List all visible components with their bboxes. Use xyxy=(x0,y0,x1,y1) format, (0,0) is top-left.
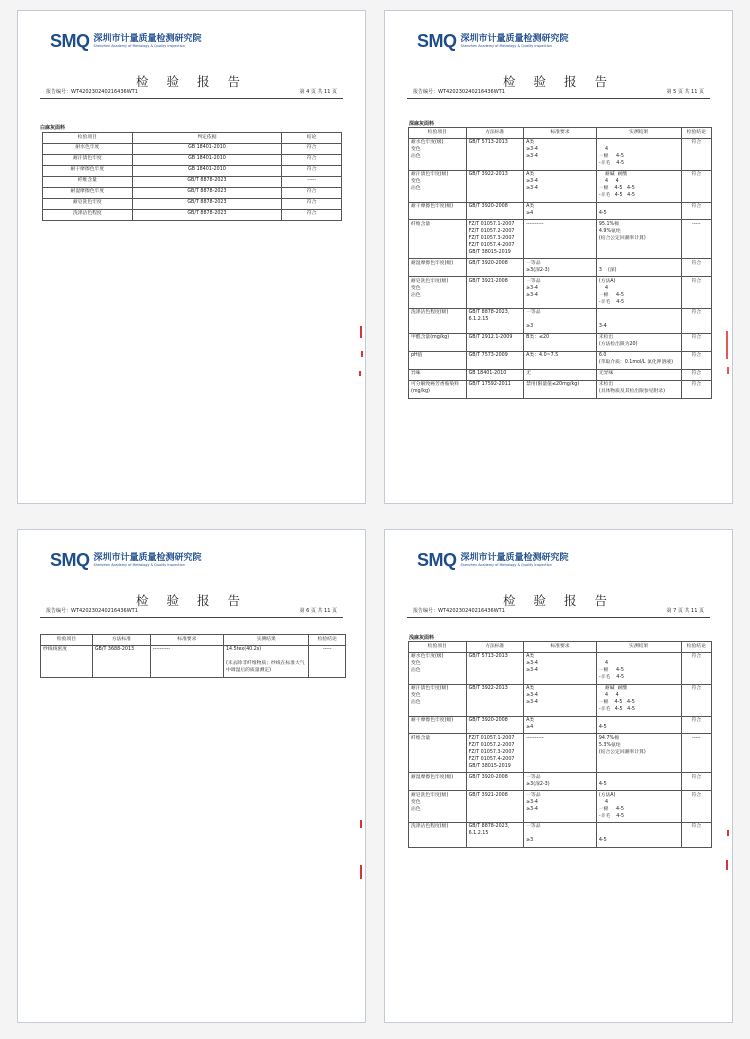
report-number: 报告编号：WT420230240216436WT1 xyxy=(46,608,138,614)
table-cell: GB 18401-2010 xyxy=(466,369,524,380)
table-row xyxy=(409,369,712,380)
logo-mark: SMQ xyxy=(50,31,90,51)
table-cell: 耐皂洗色牢度 xyxy=(43,198,133,209)
table-cell: GB/T 3920-2008 xyxy=(466,202,524,220)
table-cell: GB/T 5713-2013 xyxy=(466,652,524,684)
table-row xyxy=(409,259,712,277)
col-header: 方法标准 xyxy=(92,635,150,646)
table-row xyxy=(409,351,712,369)
table-cell: 符合 xyxy=(681,277,711,309)
table-cell: (方法A) 4 一棉 4-5 -羊毛 4-5 xyxy=(596,277,681,309)
logo-cn: 深圳市计量质量检测研究院 xyxy=(93,552,202,563)
header-divider xyxy=(40,98,343,99)
table-cell: GB/T 3920-2008 xyxy=(466,773,524,791)
col-header: 检验项目 xyxy=(43,133,133,144)
table-cell: 符合 xyxy=(282,165,342,176)
table-cell: 纤维含量 xyxy=(43,176,133,187)
table-cell: 一等品 ≥3-4 ≥3-4 xyxy=(524,277,597,309)
table-cell: 3-4 xyxy=(596,308,681,333)
table-cell: 一等品 ≥3 xyxy=(524,308,597,333)
table-cell: FZ/T 01057.1-2007 FZ/T 01057.2-2007 FZ/T 01057.3-2007 FZ/T 01057.4-2007 GB/T 38015-2019 xyxy=(466,220,524,259)
table-cell: 符合 xyxy=(681,202,711,220)
table-cell: 94.7%棉 5.3%氨纶 (结合公定回潮率计算) xyxy=(596,734,681,773)
seal-stamp-edge xyxy=(360,820,362,828)
table-cell: 符合 xyxy=(681,333,711,351)
result-table xyxy=(42,132,342,221)
table-cell: 未检出 (方法检出限为20) xyxy=(596,333,681,351)
seal-stamp-edge xyxy=(359,371,361,376)
logo-cn: 深圳市计量质量检测研究院 xyxy=(93,33,202,44)
table-cell: 可分解致癌芳香胺染料(mg/kg) xyxy=(409,380,467,398)
report-title: 检 验 报 告 xyxy=(136,593,247,608)
table-cell: GB/T 3922-2013 xyxy=(466,170,524,202)
table-cell: 符合 xyxy=(681,380,711,398)
table-cell: GB/T 8878-2023 xyxy=(132,176,282,187)
table-cell: GB 18401-2010 xyxy=(132,143,282,154)
col-header: 结论 xyxy=(282,133,342,144)
table-row xyxy=(43,209,342,220)
table-cell: 耐碱 耐酸 4 4 一棉 4-5 4-5 -羊毛 4-5 4-5 xyxy=(596,170,681,202)
result-table xyxy=(408,641,712,848)
table-cell: 符合 xyxy=(282,209,342,220)
smq-logo xyxy=(50,31,202,52)
table-cell: 符合 xyxy=(681,138,711,170)
logo-en: Shenzhen Academy of Metrology & Quality Inspection xyxy=(93,562,185,567)
table-cell: 耐水色牢度(级) 变色 沾色 xyxy=(409,138,467,170)
table-row xyxy=(43,165,342,176)
report-title: 检 验 报 告 xyxy=(503,593,614,608)
table-row xyxy=(409,170,712,202)
logo-en: Shenzhen Academy of Metrology & Quality Inspection xyxy=(93,43,185,48)
col-header: 检验项目 xyxy=(41,635,93,646)
table-row xyxy=(43,176,342,187)
table-cell: GB/T 2912.1-2009 xyxy=(466,333,524,351)
table-cell: GB/T 8878-2023 xyxy=(132,187,282,198)
table-cell: GB/T 5713-2013 xyxy=(466,138,524,170)
table-cell: 一等品 ≥3-4 ≥3-4 xyxy=(524,791,597,823)
table-row xyxy=(409,138,712,170)
table-cell: FZ/T 01057.1-2007 FZ/T 01057.2-2007 FZ/T 01057.3-2007 FZ/T 01057.4-2007 GB/T 38015-2019 xyxy=(466,734,524,773)
col-header: 判定依据 xyxy=(132,133,282,144)
report-number: 报告编号：WT420230240216436WT1 xyxy=(413,89,505,95)
logo-cn: 深圳市计量质量检测研究院 xyxy=(460,552,569,563)
table-cell: 6.0 (萃取介质：0.1mol/L 氯化钾溶液) xyxy=(596,351,681,369)
table-row xyxy=(409,380,712,398)
report-page-7 xyxy=(384,529,733,1023)
table-cell: ---------- xyxy=(524,220,597,259)
section-title: 白麻灰面料 xyxy=(40,125,66,131)
logo-mark: SMQ xyxy=(50,550,90,570)
table-cell: 符合 xyxy=(681,822,711,847)
col-header: 方法标准 xyxy=(466,642,524,653)
table-cell: 无异味 xyxy=(596,369,681,380)
report-number: 报告编号：WT420230240216436WT1 xyxy=(46,89,138,95)
table-row xyxy=(409,684,712,716)
table-cell: 95.1%棉 4.9%氨纶 (结合公定回潮率计算) xyxy=(596,220,681,259)
page-number: 第 4 页 共 11 页 xyxy=(299,89,337,95)
seal-stamp-edge xyxy=(726,331,729,359)
result-table xyxy=(408,127,712,399)
table-cell: 耐湿摩擦色牢度 xyxy=(43,187,133,198)
table-cell: 耐碱 耐酸 4 4 一棉 4-5 4-5 -羊毛 4-5 4-5 xyxy=(596,684,681,716)
table-row xyxy=(409,652,712,684)
table-cell: 符合 xyxy=(282,198,342,209)
table-row xyxy=(43,187,342,198)
table-cell: 一等品 ≥3(深2-3) xyxy=(524,773,597,791)
table-cell: GB 18401-2010 xyxy=(132,154,282,165)
table-row xyxy=(409,822,712,847)
col-header: 实测结果 xyxy=(223,635,308,646)
logo-mark: SMQ xyxy=(417,550,457,570)
table-row xyxy=(43,143,342,154)
seal-stamp-edge xyxy=(727,367,730,374)
page-number: 第 5 页 共 11 页 xyxy=(666,89,704,95)
table-cell: GB/T 17592-2011 xyxy=(466,380,524,398)
table-cell: 耐皂洗色牢度(级) 变色 沾色 xyxy=(409,791,467,823)
table-cell: 耐干摩擦色牢度(级) xyxy=(409,202,467,220)
table-cell: GB 18401-2010 xyxy=(132,165,282,176)
seal-stamp-edge xyxy=(360,865,362,879)
logo-cn: 深圳市计量质量检测研究院 xyxy=(460,33,569,44)
smq-logo xyxy=(417,31,569,52)
table-cell: 甲醛含量(mg/kg) xyxy=(409,333,467,351)
col-header: 实测结果 xyxy=(596,642,681,653)
table-cell: A类 ≥3-4 ≥3-4 xyxy=(524,684,597,716)
table-cell: 符合 xyxy=(282,154,342,165)
header-divider xyxy=(407,98,710,99)
table-cell: 符合 xyxy=(681,716,711,734)
report-title: 检 验 报 告 xyxy=(136,74,247,89)
col-header: 标准要求 xyxy=(524,128,597,139)
table-cell: GB/T 3921-2008 xyxy=(466,277,524,309)
table-cell: GB/T 8878-2023 xyxy=(132,209,282,220)
table-cell: 纱线线密度 xyxy=(41,645,93,677)
logo-en: Shenzhen Academy of Metrology & Quality Inspection xyxy=(460,43,552,48)
table-cell: GB/T 3688-2013 xyxy=(92,645,150,677)
table-cell: 禁用(限量值≤20mg/kg) xyxy=(524,380,597,398)
report-page-4 xyxy=(17,10,366,504)
table-cell: 耐湿摩擦色牢度(级) xyxy=(409,259,467,277)
report-number: 报告编号：WT420230240216436WT1 xyxy=(413,608,505,614)
table-cell: 未检出 (具体物质及其检出限参见附录) xyxy=(596,380,681,398)
table-cell: 无 xyxy=(524,369,597,380)
table-cell: A类 ≥3-4 ≥3-4 xyxy=(524,652,597,684)
table-cell: ----- xyxy=(681,220,711,259)
table-cell: ---------- xyxy=(524,734,597,773)
table-cell: 4-5 xyxy=(596,773,681,791)
table-cell: ----- xyxy=(282,176,342,187)
table-row xyxy=(409,716,712,734)
table-row xyxy=(409,202,712,220)
table-cell: GB/T 3920-2008 xyxy=(466,259,524,277)
table-cell: A类 ≥3-4 ≥3-4 xyxy=(524,170,597,202)
table-cell: 4-5 xyxy=(596,202,681,220)
table-cell: 耐湿摩擦色牢度(级) xyxy=(409,773,467,791)
table-cell: pH值 xyxy=(409,351,467,369)
table-cell: GB/T 8878-2023， 6.1.2.15 xyxy=(466,308,524,333)
table-cell: 耐干摩擦色牢度(级) xyxy=(409,716,467,734)
table-cell: 符合 xyxy=(681,259,711,277)
report-title: 检 验 报 告 xyxy=(503,74,614,89)
report-page-5 xyxy=(384,10,733,504)
seal-stamp-edge xyxy=(726,860,728,870)
logo-en: Shenzhen Academy of Metrology & Quality Inspection xyxy=(460,562,552,567)
table-cell: 符合 xyxy=(282,187,342,198)
table-cell: 符合 xyxy=(681,351,711,369)
table-cell: ---------- xyxy=(150,645,223,677)
report-page-6 xyxy=(17,529,366,1023)
col-header: 检验结论 xyxy=(309,635,346,646)
col-header: 检验结论 xyxy=(681,128,711,139)
table-cell: GB/T 8878-2023 xyxy=(132,198,282,209)
table-row xyxy=(409,220,712,259)
table-cell: 洗涤沾色程度(级) xyxy=(409,822,467,847)
table-cell: 符合 xyxy=(681,652,711,684)
table-cell: 符合 xyxy=(681,308,711,333)
smq-logo xyxy=(50,550,202,571)
table-cell: 异味 xyxy=(409,369,467,380)
header-divider xyxy=(407,617,710,618)
seal-stamp-edge xyxy=(361,351,363,357)
table-cell: 洗涤沾色程度 xyxy=(43,209,133,220)
table-row xyxy=(43,198,342,209)
table-cell: 符合 xyxy=(681,170,711,202)
table-row xyxy=(409,333,712,351)
table-cell: 一等品 ≥3(深2-3) xyxy=(524,259,597,277)
table-row xyxy=(41,645,346,677)
col-header: 标准要求 xyxy=(150,635,223,646)
table-cell: 符合 xyxy=(681,684,711,716)
table-cell: 14.5tex(40.2s) (未去除非纤维物质；纱线在标准大气中调湿后的质量测定) xyxy=(223,645,308,677)
header-divider xyxy=(40,617,343,618)
table-cell: 耐汗渍色牢度(级) 变色 沾色 xyxy=(409,170,467,202)
table-cell: 耐水色牢度(级) 变色 沾色 xyxy=(409,652,467,684)
table-cell: 4 一棉 4-5 -羊毛 4-5 xyxy=(596,652,681,684)
table-cell: A类：4.0~7.5 xyxy=(524,351,597,369)
col-header: 检验项目 xyxy=(409,128,467,139)
table-cell: 纤维含量 xyxy=(409,734,467,773)
table-cell: 耐干摩擦色牢度 xyxy=(43,165,133,176)
table-row xyxy=(409,308,712,333)
result-table xyxy=(40,634,346,678)
section-title: 浅麻灰面料 xyxy=(409,635,435,641)
seal-stamp-edge xyxy=(360,326,362,338)
table-row xyxy=(409,791,712,823)
table-cell: GB/T 3920-2008 xyxy=(466,716,524,734)
col-header: 方法标准 xyxy=(466,128,524,139)
table-row xyxy=(409,734,712,773)
table-cell: 符合 xyxy=(681,369,711,380)
page-number: 第 7 页 共 11 页 xyxy=(666,608,704,614)
logo-mark: SMQ xyxy=(417,31,457,51)
table-cell: 纤维含量 xyxy=(409,220,467,259)
table-cell: 符合 xyxy=(681,773,711,791)
table-cell: ----- xyxy=(309,645,346,677)
col-header: 检验结论 xyxy=(681,642,711,653)
table-cell: (方法A) 4 一棉 4-5 -羊毛 4-5 xyxy=(596,791,681,823)
col-header: 标准要求 xyxy=(524,642,597,653)
table-cell: GB/T 8878-2023， 6.1.2.15 xyxy=(466,822,524,847)
table-cell: 耐汗渍色牢度(级) 变色 沾色 xyxy=(409,684,467,716)
table-cell: 4-5 xyxy=(596,716,681,734)
table-cell: A类 ≥3-4 ≥3-4 xyxy=(524,138,597,170)
col-header: 检验项目 xyxy=(409,642,467,653)
table-row xyxy=(409,277,712,309)
table-cell: 耐水色牢度 xyxy=(43,143,133,154)
table-cell: 3 (深) xyxy=(596,259,681,277)
table-cell: ----- xyxy=(681,734,711,773)
table-row xyxy=(409,773,712,791)
page-number: 第 6 页 共 11 页 xyxy=(299,608,337,614)
table-cell: 4-5 xyxy=(596,822,681,847)
table-cell: B类：≤20 xyxy=(524,333,597,351)
table-cell: 耐汗渍色牢度 xyxy=(43,154,133,165)
section-title: 深麻灰面料 xyxy=(409,121,435,127)
table-cell: 符合 xyxy=(282,143,342,154)
table-cell: A类 ≥4 xyxy=(524,202,597,220)
table-row xyxy=(43,154,342,165)
table-cell: GB/T 7573-2009 xyxy=(466,351,524,369)
smq-logo xyxy=(417,550,569,571)
table-cell: 符合 xyxy=(681,791,711,823)
seal-stamp-edge xyxy=(727,830,729,836)
table-cell: 4 一棉 4-5 -羊毛 4-5 xyxy=(596,138,681,170)
table-cell: 洗涤沾色程度(级) xyxy=(409,308,467,333)
col-header: 实测结果 xyxy=(596,128,681,139)
table-cell: GB/T 3921-2008 xyxy=(466,791,524,823)
table-cell: 一等品 ≥3 xyxy=(524,822,597,847)
table-cell: A类 ≥4 xyxy=(524,716,597,734)
table-cell: GB/T 3922-2013 xyxy=(466,684,524,716)
table-cell: 耐皂洗色牢度(级) 变色 沾色 xyxy=(409,277,467,309)
